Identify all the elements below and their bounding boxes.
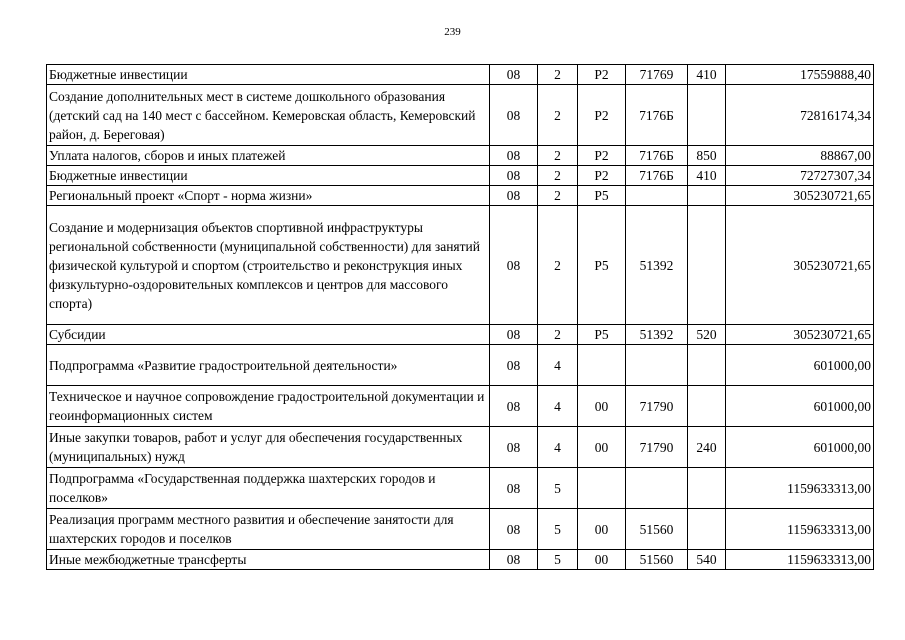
subsection-code-cell: 2 [538,206,578,325]
table-row [47,65,874,85]
row-name-cell: Иные межбюджетные трансферты [47,550,490,570]
section-code-cell: 08 [490,550,538,570]
direction-code-cell: 51392 [626,206,688,325]
subsection-code-cell: 2 [538,325,578,345]
direction-code-cell: 7176Б [626,85,688,146]
section-code-cell: 08 [490,85,538,146]
subsection-code-cell: 5 [538,509,578,550]
row-name-cell: Уплата налогов, сборов и иных платежей [47,146,490,166]
expense-type-cell [688,345,726,386]
program-code-cell: Р5 [578,325,626,345]
table-row [47,427,874,468]
subsection-code-cell: 2 [538,85,578,146]
subsection-code-cell: 4 [538,427,578,468]
direction-code-cell: 51560 [626,509,688,550]
table-body [47,65,874,570]
amount-cell: 1159633313,00 [726,550,874,570]
section-code-cell: 08 [490,166,538,186]
program-code-cell: Р5 [578,186,626,206]
program-code-cell: 00 [578,427,626,468]
program-code-cell [578,468,626,509]
row-name-cell: Бюджетные инвестиции [47,65,490,85]
table-row [47,186,874,206]
amount-cell: 1159633313,00 [726,509,874,550]
expense-type-cell [688,468,726,509]
program-code-cell [578,345,626,386]
section-code-cell: 08 [490,345,538,386]
direction-code-cell [626,186,688,206]
amount-cell: 601000,00 [726,386,874,427]
section-code-cell: 08 [490,468,538,509]
subsection-code-cell: 2 [538,166,578,186]
expense-type-cell: 850 [688,146,726,166]
expense-type-cell [688,186,726,206]
row-name-cell: Иные закупки товаров, работ и услуг для обеспечения государственных (муниципальных) нужд [47,427,490,468]
program-code-cell: Р2 [578,146,626,166]
page-number: 239 [444,26,461,38]
section-code-cell: 08 [490,206,538,325]
amount-cell: 305230721,65 [726,186,874,206]
amount-cell: 305230721,65 [726,206,874,325]
expense-type-cell: 520 [688,325,726,345]
section-code-cell: 08 [490,146,538,166]
row-name-cell: Подпрограмма «Государственная поддержка шахтерских городов и поселков» [47,468,490,509]
program-code-cell: Р5 [578,206,626,325]
amount-cell: 601000,00 [726,345,874,386]
table-row [47,146,874,166]
expense-type-cell: 240 [688,427,726,468]
row-name-cell: Создание дополнительных мест в системе дошкольного образования (детский сад на 140 мест с бассейном. Кемеровская область, Кемеровский район, д. Береговая) [47,85,490,146]
direction-code-cell: 71790 [626,427,688,468]
row-name-cell: Бюджетные инвестиции [47,166,490,186]
amount-cell: 601000,00 [726,427,874,468]
row-name-cell: Региональный проект «Спорт - норма жизни» [47,186,490,206]
subsection-code-cell: 2 [538,65,578,85]
subsection-code-cell: 5 [538,468,578,509]
amount-cell: 72816174,34 [726,85,874,146]
direction-code-cell: 71790 [626,386,688,427]
section-code-cell: 08 [490,386,538,427]
table-row [47,166,874,186]
subsection-code-cell: 5 [538,550,578,570]
amount-cell: 88867,00 [726,146,874,166]
section-code-cell: 08 [490,65,538,85]
amount-cell: 17559888,40 [726,65,874,85]
amount-cell: 1159633313,00 [726,468,874,509]
program-code-cell: 00 [578,509,626,550]
row-name-cell: Реализация программ местного развития и обеспечение занятости для шахтерских городов и поселков [47,509,490,550]
program-code-cell: Р2 [578,166,626,186]
table-row [47,550,874,570]
direction-code-cell: 71769 [626,65,688,85]
expense-type-cell [688,206,726,325]
table-row [47,85,874,146]
direction-code-cell: 7176Б [626,146,688,166]
section-code-cell: 08 [490,325,538,345]
expense-type-cell [688,509,726,550]
subsection-code-cell: 2 [538,186,578,206]
table-row [47,345,874,386]
expense-type-cell [688,386,726,427]
expense-type-cell [688,85,726,146]
expense-type-cell: 540 [688,550,726,570]
program-code-cell: 00 [578,386,626,427]
row-name-cell: Создание и модернизация объектов спортивной инфраструктуры региональной собственности (муниципальной собственности) для занятий физической культурой и спортом (строительство и реконструкция иных физкультурно-оздоровительных комплексов и центров для массового спорта) [47,206,490,325]
table-row [47,206,874,325]
table-row [47,509,874,550]
direction-code-cell: 51560 [626,550,688,570]
program-code-cell: Р2 [578,85,626,146]
section-code-cell: 08 [490,509,538,550]
row-name-cell: Подпрограмма «Развитие градостроительной деятельности» [47,345,490,386]
program-code-cell: 00 [578,550,626,570]
program-code-cell: Р2 [578,65,626,85]
expense-type-cell: 410 [688,166,726,186]
table-row [47,468,874,509]
direction-code-cell [626,468,688,509]
subsection-code-cell: 2 [538,146,578,166]
row-name-cell: Субсидии [47,325,490,345]
direction-code-cell [626,345,688,386]
direction-code-cell: 7176Б [626,166,688,186]
subsection-code-cell: 4 [538,345,578,386]
row-name-cell: Техническое и научное сопровождение градостроительной документации и геоинформационных систем [47,386,490,427]
amount-cell: 305230721,65 [726,325,874,345]
table-row [47,325,874,345]
amount-cell: 72727307,34 [726,166,874,186]
table-row [47,386,874,427]
subsection-code-cell: 4 [538,386,578,427]
budget-table [46,64,874,570]
section-code-cell: 08 [490,186,538,206]
direction-code-cell: 51392 [626,325,688,345]
expense-type-cell: 410 [688,65,726,85]
section-code-cell: 08 [490,427,538,468]
